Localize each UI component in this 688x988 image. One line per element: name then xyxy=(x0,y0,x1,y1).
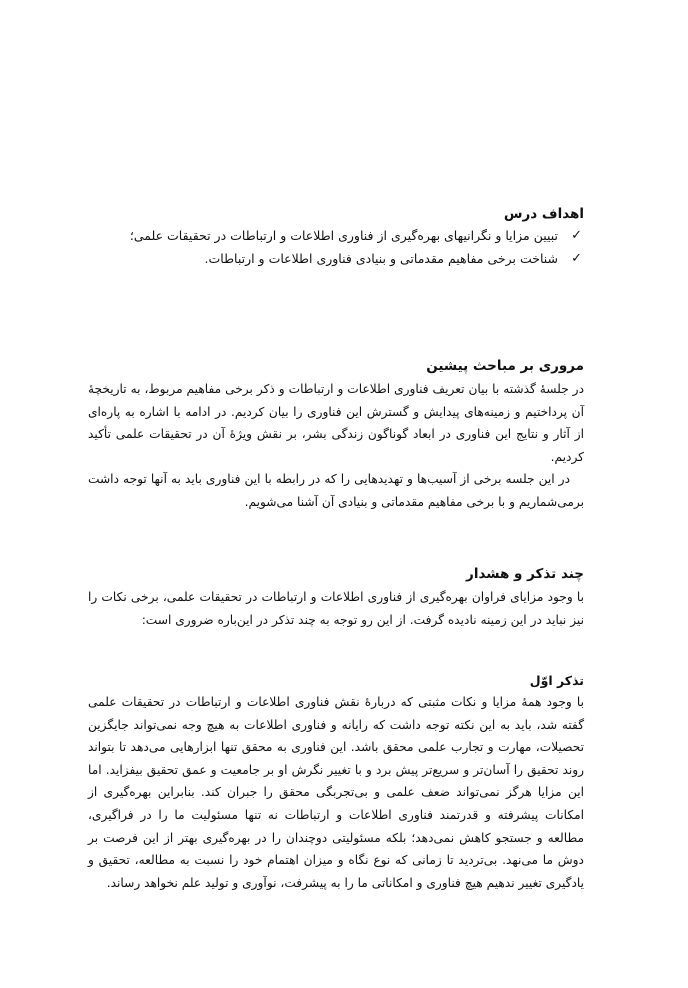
warnings-section xyxy=(88,564,584,631)
review-heading: مروری بر مباحث پیشین xyxy=(426,358,584,374)
check-icon: ✓ xyxy=(571,251,582,266)
warnings-paragraph: با وجود مزایای فراوان بهره‌گیری از فناوری اطلاعات و ارتباطات در تحقیقات علمی، برخی نکات را نیز نباید در این زمینه نادیده گرفت. از این رو توجه به چند تذکر در این‌باره ضروری است: xyxy=(88,590,584,627)
first-note-section xyxy=(88,671,584,894)
review-section xyxy=(88,356,584,514)
first-note-paragraph: با وجود همۀ مزایا و نکات مثبتی که دربارۀ نقش فناوری اطلاعات و ارتباطات در تحقیقات علمی گفته شد، باید به این نکته توجه داشت که رایانه و فناوری اطلاعات به هیچ وجه نمی‌تواند جایگزین تحصیلات، مهارت و تجارب علمی محقق باشد. این فناوری به محقق تنها ابزارهایی می‌دهد تا بتواند روند تحقیق را آسان‌تر و سریع‌تر پیش برد و با تغییر نگرش او بر جامعیت و عمق تحقیق بیفزاید. اما این مزایا هرگز نمی‌تواند ضعف علمی و بی‌تجربگی محقق را جبران کند. بنابراین بهره‌گیری از امکانات پیشرفته و قدرتمند فناوری اطلاعات و ارتباطات نه تنها مسئولیت ما را در فراگیری، مطالعه و جستجو کاهش نمی‌دهد؛ بلکه مسئولیتی دوچندان را در بهره‌گیری بهتر از این فرصت بر دوش ما می‌نهد. بی‌تردید تا زمانی که نوع نگاه و میزان اهتمام خود را نسبت به مطالعه، تحقیق و یادگیری تغییر ندهیم هیچ فناوری و امکاناتی ما را به پیشرفت، نوآوری و تولید علم نخواهد رساند. xyxy=(88,695,584,890)
objective-text: شناخت برخی مفاهیم مقدماتی و بنیادی فناوری اطلاعات و ارتباطات. xyxy=(204,251,558,266)
first-note-heading: تذکر اوّل xyxy=(529,673,584,688)
review-paragraph: در جلسۀ گذشته با بیان تعریف فناوری اطلاعات و ارتباطات و ذکر برخی مفاهیم مربوط، به تاریخچۀ آن پرداختیم و زمینه‌های پیدایش و گسترش این فناوری را بیان کردیم. در ادامه با اشاره به پاره‌ای از آثار و نتایج این فناوری در ابعاد گوناگون زندگی بشر، بر نقش ویژۀ آن در تحقیقات علمی تأکید کردیم. xyxy=(88,382,584,464)
objective-text: تبیین مزایا و نگرانیهای بهره‌گیری از فناوری اطلاعات و ارتباطات در تحقیقات علمی؛ xyxy=(129,228,558,243)
objective-item xyxy=(88,224,584,247)
review-paragraph: در این جلسه برخی از آسیب‌ها و تهدیدهایی را که در رابطه با این فناوری باید به آنها توجه داشت برمی‌شماریم و با برخی مفاهیم مقدماتی و بنیادی آن آشنا می‌شویم. xyxy=(88,472,584,509)
warnings-heading: چند تذکر و هشدار xyxy=(466,566,584,582)
objectives-heading: اهداف درس xyxy=(503,206,584,222)
objectives-section xyxy=(88,204,584,270)
objectives-list xyxy=(88,224,584,270)
objective-item xyxy=(88,247,584,270)
check-icon: ✓ xyxy=(571,228,582,243)
